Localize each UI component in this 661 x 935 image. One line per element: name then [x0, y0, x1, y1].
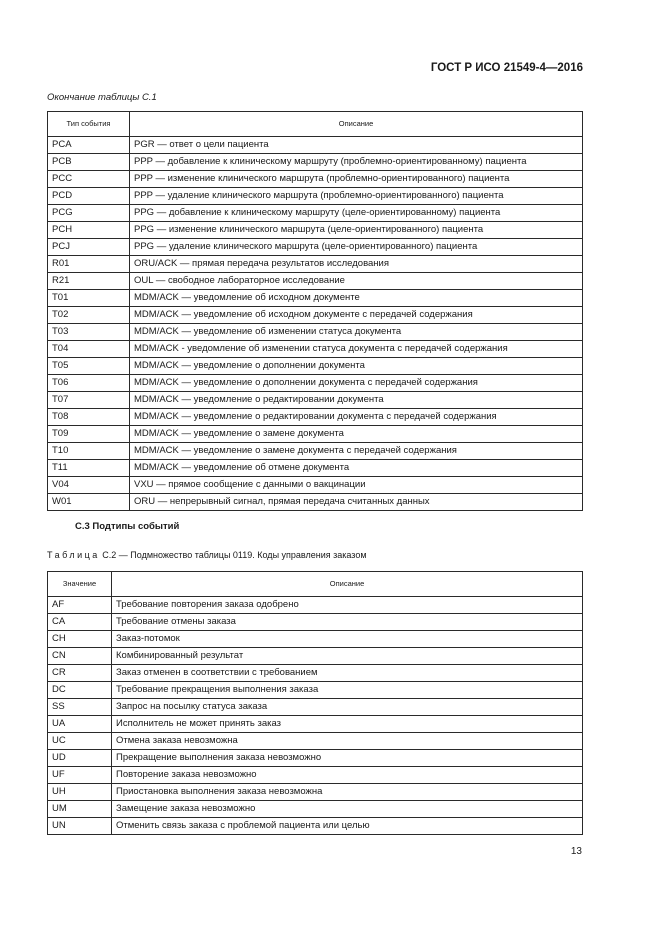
order-control-codes-table — [47, 571, 583, 835]
table-row — [48, 188, 583, 205]
code-cell: SS — [48, 699, 112, 716]
description-cell: PGR — ответ о цели пациента — [130, 137, 583, 154]
code-cell: PCH — [48, 222, 130, 239]
code-cell: W01 — [48, 494, 130, 511]
code-cell: CA — [48, 614, 112, 631]
table-row — [48, 733, 583, 750]
code-cell: T08 — [48, 409, 130, 426]
description-cell: OUL — свободное лабораторное исследование — [130, 273, 583, 290]
description-cell: PPP — изменение клинического маршрута (проблемно-ориентированного) пациента — [130, 171, 583, 188]
table-row — [48, 426, 583, 443]
table-row — [48, 801, 583, 818]
table-row — [48, 784, 583, 801]
description-cell: ORU/ACK — прямая передача результатов исследования — [130, 256, 583, 273]
description-cell: MDM/ACK — уведомление об исходном документе с передачей содержания — [130, 307, 583, 324]
table-row — [48, 375, 583, 392]
description-cell: Запрос на посылку статуса заказа — [112, 699, 583, 716]
table-row — [48, 460, 583, 477]
code-cell: CH — [48, 631, 112, 648]
code-cell: CN — [48, 648, 112, 665]
table-row — [48, 358, 583, 375]
description-cell: Приостановка выполнения заказа невозможна — [112, 784, 583, 801]
code-cell: T06 — [48, 375, 130, 392]
description-cell: MDM/ACK — уведомление о дополнении документа — [130, 358, 583, 375]
table-row — [48, 614, 583, 631]
code-cell: UC — [48, 733, 112, 750]
table-row — [48, 171, 583, 188]
table-row — [48, 665, 583, 682]
table-row — [48, 324, 583, 341]
code-cell: UM — [48, 801, 112, 818]
description-cell: Замещение заказа невозможно — [112, 801, 583, 818]
table-row — [48, 409, 583, 426]
code-cell: T09 — [48, 426, 130, 443]
table-row — [48, 290, 583, 307]
description-cell: PPG — добавление к клиническому маршруту (целе-ориентированному) пациента — [130, 205, 583, 222]
table-row — [48, 716, 583, 733]
description-cell: PPP — удаление клинического маршрута (проблемно-ориентированного) пациента — [130, 188, 583, 205]
code-cell: T11 — [48, 460, 130, 477]
description-cell: PPP — добавление к клиническому маршруту (проблемно-ориентированному) пациента — [130, 154, 583, 171]
code-cell: T05 — [48, 358, 130, 375]
section-title: С.3 Подтипы событий — [75, 521, 180, 532]
description-cell: MDM/ACK — уведомление об изменении статуса документа — [130, 324, 583, 341]
code-cell: PCA — [48, 137, 130, 154]
table-row — [48, 767, 583, 784]
table-row — [48, 256, 583, 273]
table-row — [48, 205, 583, 222]
description-cell: ORU — непрерывный сигнал, прямая передача считанных данных — [130, 494, 583, 511]
code-cell: UA — [48, 716, 112, 733]
code-cell: UH — [48, 784, 112, 801]
code-cell: T02 — [48, 307, 130, 324]
description-cell: VXU — прямое сообщение с данными о вакцинации — [130, 477, 583, 494]
code-cell: V04 — [48, 477, 130, 494]
description-cell: Требование повторения заказа одобрено — [112, 597, 583, 614]
code-cell: PCC — [48, 171, 130, 188]
document-id: ГОСТ Р ИСО 21549-4—2016 — [430, 62, 583, 74]
table-row — [48, 750, 583, 767]
table-row — [48, 477, 583, 494]
description-cell: Заказ отменен в соответствии с требованием — [112, 665, 583, 682]
table2-caption — [47, 550, 367, 560]
table-row — [48, 307, 583, 324]
description-cell: MDM/ACK — уведомление о дополнении документа с передачей содержания — [130, 375, 583, 392]
description-cell: Требование отмены заказа — [112, 614, 583, 631]
description-cell: MDM/ACK — уведомление о редактировании документа — [130, 392, 583, 409]
code-cell: CR — [48, 665, 112, 682]
description-cell: Комбинированный результат — [112, 648, 583, 665]
code-cell: T01 — [48, 290, 130, 307]
description-cell: Повторение заказа невозможно — [112, 767, 583, 784]
table-row — [48, 494, 583, 511]
page-number: 13 — [570, 846, 582, 857]
code-cell: DC — [48, 682, 112, 699]
description-cell: Заказ-потомок — [112, 631, 583, 648]
description-cell: MDM/ACK — уведомление о редактировании документа с передачей содержания — [130, 409, 583, 426]
code-cell: R01 — [48, 256, 130, 273]
code-cell: UN — [48, 818, 112, 835]
code-cell: PCG — [48, 205, 130, 222]
table-row — [48, 443, 583, 460]
column-header-event-type: Тип события — [48, 112, 130, 137]
table2-caption-prefix: Таблица — [47, 550, 100, 560]
table-row — [48, 682, 583, 699]
table-row — [48, 222, 583, 239]
code-cell: T03 — [48, 324, 130, 341]
table1-caption: Окончание таблицы С.1 — [47, 92, 157, 103]
code-cell: T07 — [48, 392, 130, 409]
code-cell: T04 — [48, 341, 130, 358]
code-cell: UD — [48, 750, 112, 767]
column-header-value: Значение — [48, 572, 112, 597]
table-row — [48, 239, 583, 256]
table-row — [48, 341, 583, 358]
event-types-table — [47, 111, 583, 511]
description-cell: Отмена заказа невозможна — [112, 733, 583, 750]
table-row — [48, 699, 583, 716]
code-cell: PCB — [48, 154, 130, 171]
table-row — [48, 631, 583, 648]
description-cell: Требование прекращения выполнения заказа — [112, 682, 583, 699]
description-cell: MDM/ACK — уведомление о замене документа — [130, 426, 583, 443]
description-cell: PPG — удаление клинического маршрута (целе-ориентированного) пациента — [130, 239, 583, 256]
table-row — [48, 392, 583, 409]
column-header-description: Описание — [112, 572, 583, 597]
table2-header-row — [48, 572, 583, 597]
column-header-description: Описание — [130, 112, 583, 137]
description-cell: MDM/ACK - уведомление об изменении статуса документа с передачей содержания — [130, 341, 583, 358]
description-cell: PPG — изменение клинического маршрута (целе-ориентированного) пациента — [130, 222, 583, 239]
table1-header-row — [48, 112, 583, 137]
table-row — [48, 154, 583, 171]
code-cell: T10 — [48, 443, 130, 460]
code-cell: PCD — [48, 188, 130, 205]
code-cell: UF — [48, 767, 112, 784]
code-cell: R21 — [48, 273, 130, 290]
code-cell: AF — [48, 597, 112, 614]
table-row — [48, 597, 583, 614]
table-row — [48, 648, 583, 665]
table2-caption-text: С.2 — Подмножество таблицы 0119. Коды управления заказом — [99, 550, 367, 560]
table-row — [48, 273, 583, 290]
description-cell: Исполнитель не может принять заказ — [112, 716, 583, 733]
table-row — [48, 137, 583, 154]
code-cell: PCJ — [48, 239, 130, 256]
description-cell: MDM/ACK — уведомление об исходном документе — [130, 290, 583, 307]
table-row — [48, 818, 583, 835]
description-cell: Прекращение выполнения заказа невозможно — [112, 750, 583, 767]
description-cell: MDM/ACK — уведомление о замене документа с передачей содержания — [130, 443, 583, 460]
description-cell: MDM/ACK — уведомление об отмене документа — [130, 460, 583, 477]
description-cell: Отменить связь заказа с проблемой пациента или целью — [112, 818, 583, 835]
